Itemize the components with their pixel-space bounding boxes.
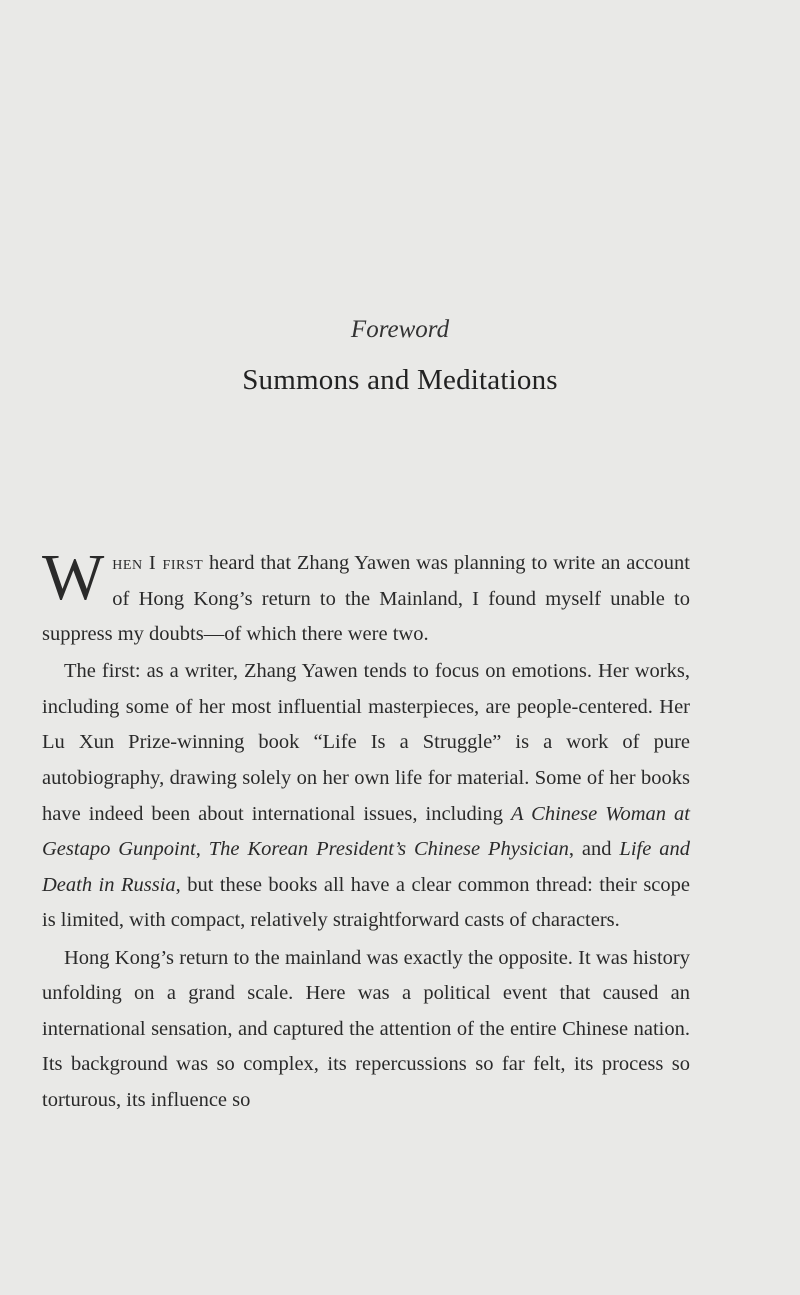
paragraph-1-text: heard that Zhang Yawen was planning to write an account of Hong Kong’s return to the Mainland, I found myself unable to suppress my doubts—of which there were two. — [42, 552, 690, 646]
separator-2: , and — [568, 838, 620, 861]
foreword-label: Foreword — [350, 316, 450, 343]
paragraph-3-text: Hong Kong’s return to the mainland was exactly the opposite. It was history unfolding on a grand scale. Here was a political event that caused an international sensation, and captured the attention of the entire Chinese nation. Its background was so complex, its repercussions so far felt, its process so torturous, its influence so — [42, 946, 690, 1111]
body-text — [42, 541, 690, 1120]
separator-1: , — [195, 838, 209, 861]
drop-cap: W — [42, 541, 105, 614]
paragraph-2-text-a: The first: as a writer, Zhang Yawen tends to focus on emotions. Her works, including some of her most influential masterpieces, are people-centered. Her Lu Xun Prize-winning book “Life Is a Struggle” is a work of pure autobiography, drawing solely on her own life for material. Some of her books have indeed been about international issues, including — [42, 660, 690, 825]
chapter-title: Summons and Meditations — [242, 364, 558, 396]
book-title-gestapo: A Chinese Woman at Gestapo Gunpoint — [42, 802, 690, 861]
book-title-korean-president: The Korean President’s Chinese Physician — [208, 838, 569, 861]
paragraph-2 — [42, 654, 690, 939]
paragraph-3 — [42, 941, 690, 1119]
small-caps-lead: hen I first — [112, 552, 204, 574]
paragraph-1 — [42, 541, 690, 653]
book-title-russia: Life and Death in Russia — [42, 838, 690, 896]
paragraph-2-text-b: , but these books all have a clear common thread: their scope is limited, with compact, relatively straightforward casts of characters. — [42, 873, 690, 932]
